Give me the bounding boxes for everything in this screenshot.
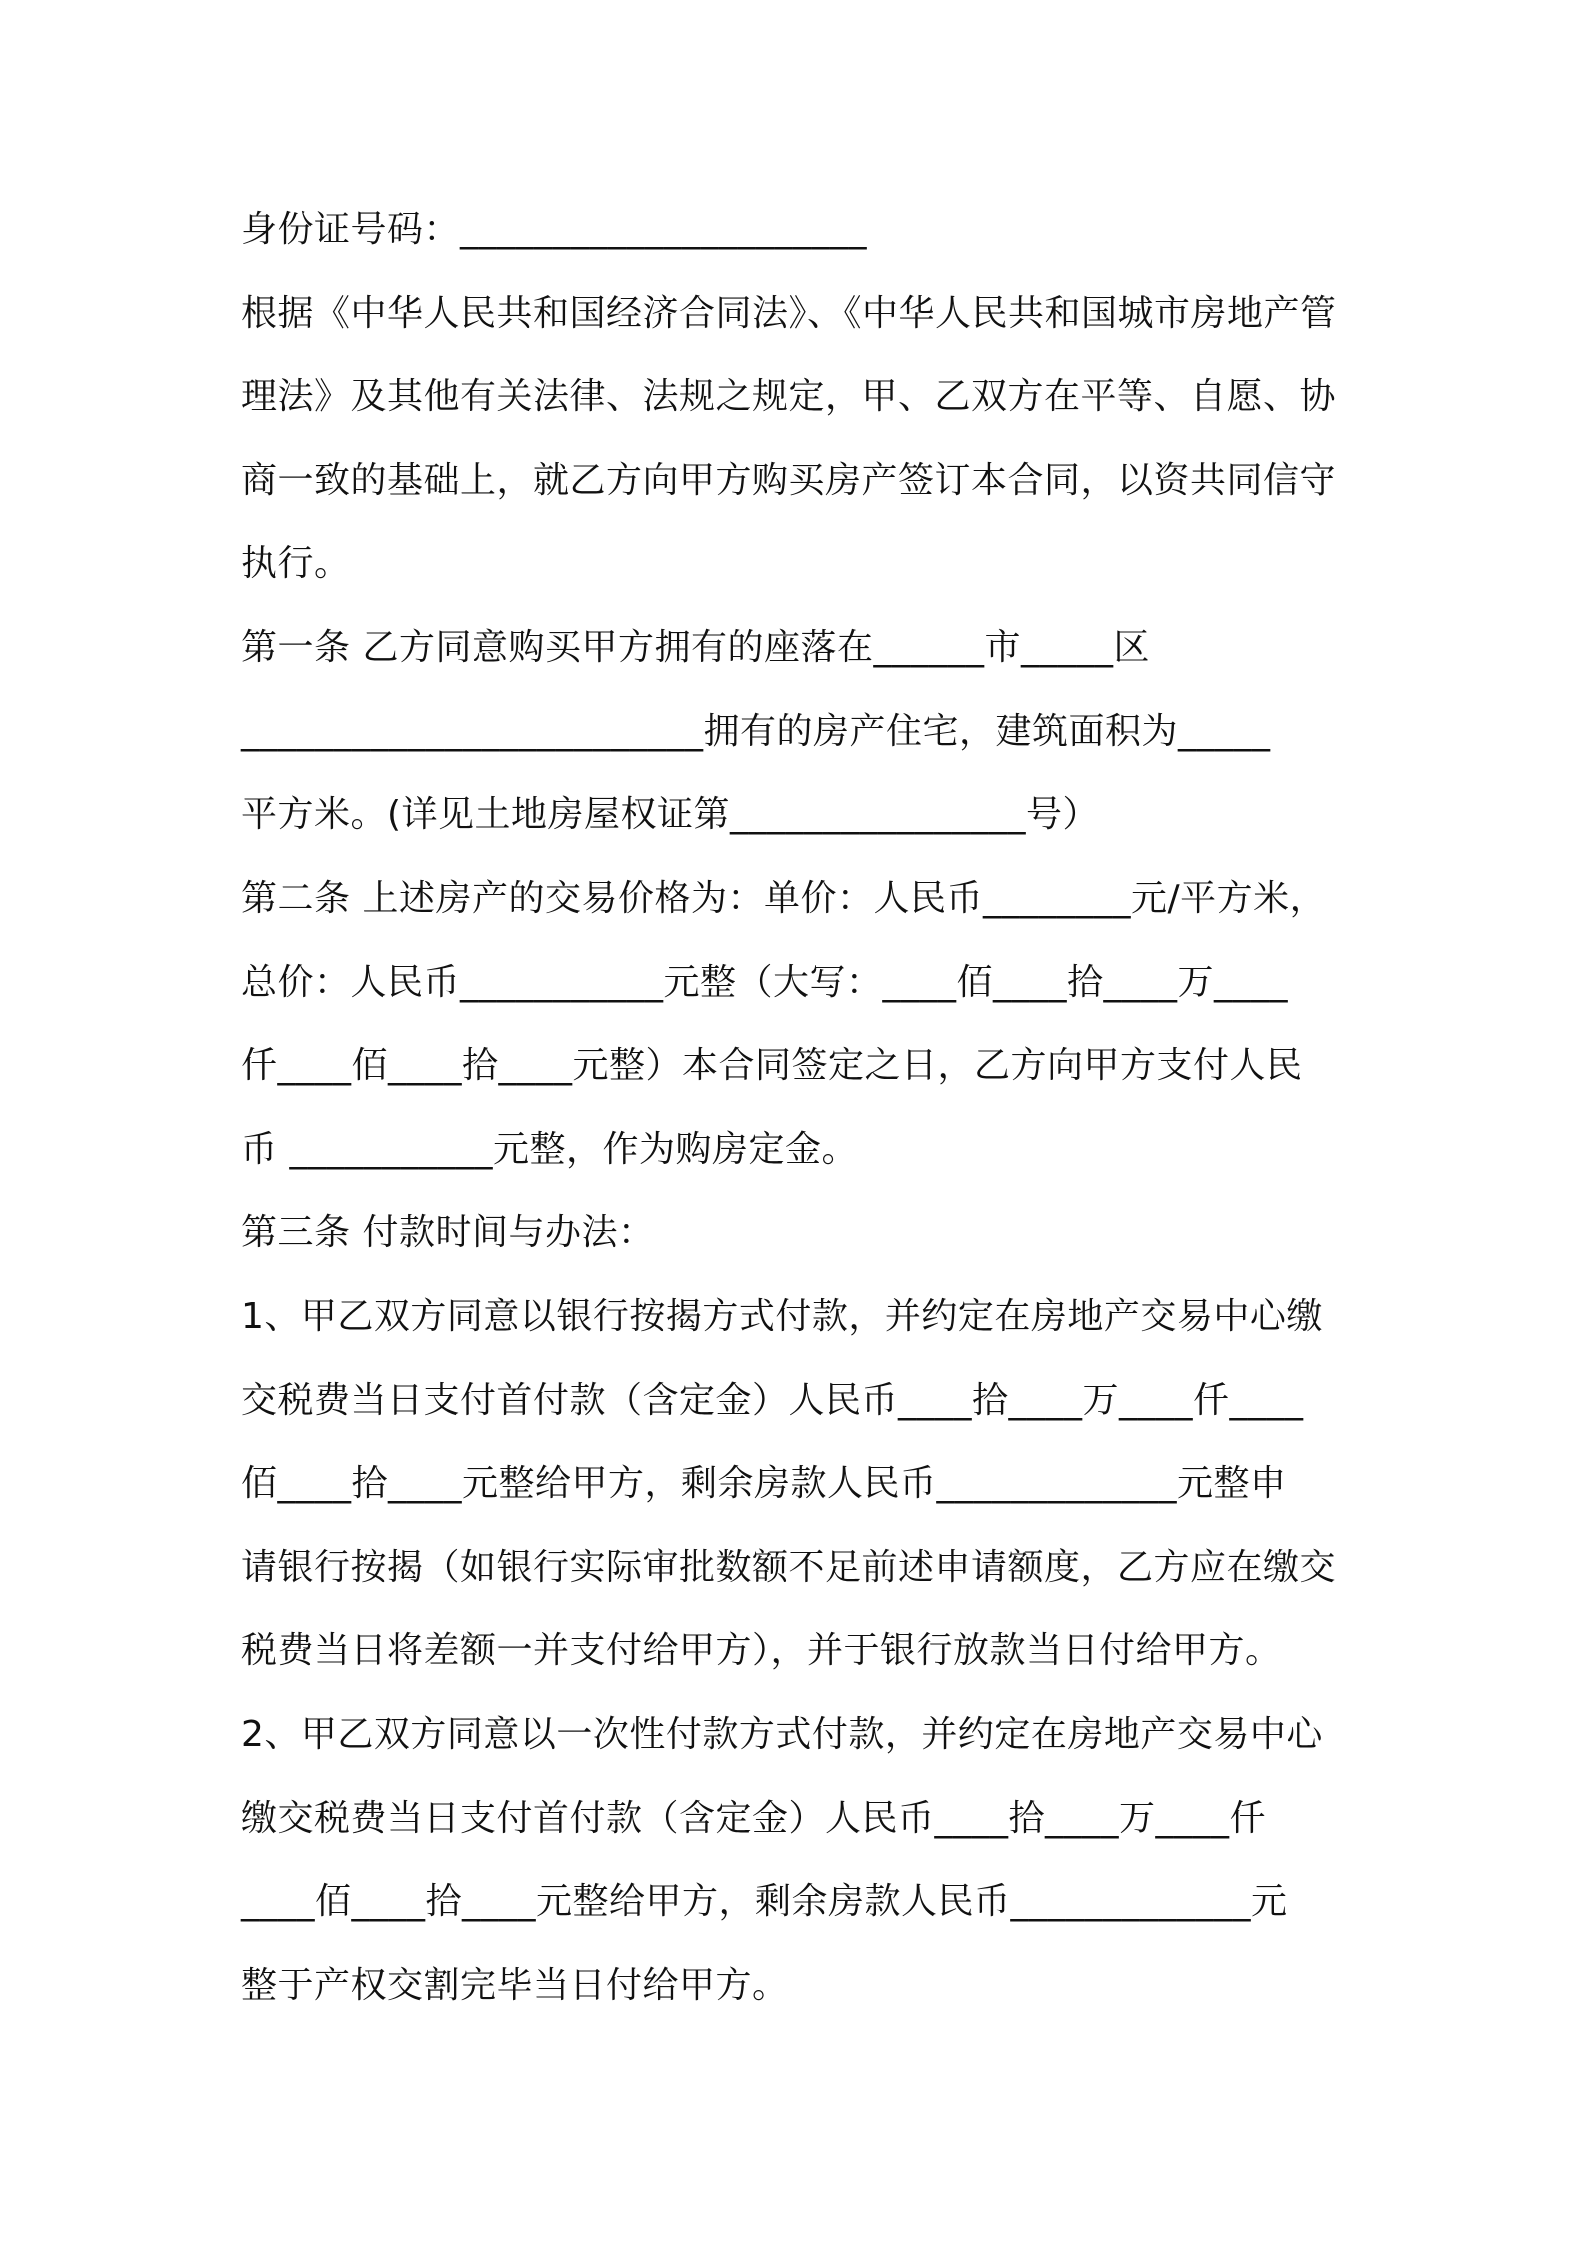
clause-1-line-5: 税费当日将差额一并支付给甲方），并于银行放款当日付给甲方。 [241,1630,1282,1671]
article-1-line-3: 平方米。(详见土地房屋权证第________________号） [241,794,1100,835]
clause-1-line-1: 1、甲乙双方同意以银行按揭方式付款，并约定在房地产交易中心缴 [241,1296,1323,1337]
preamble-line-3: 商一致的基础上，就乙方向甲方购买房产签订本合同，以资共同信守 [241,460,1337,501]
article-1-line-1: 第一条 乙方同意购买甲方拥有的座落在______市_____区 [241,627,1150,668]
clause-1-line-4: 请银行按揭（如银行实际审批数额不足前述申请额度，乙方应在缴交 [241,1547,1337,1588]
article-1-line-2: _________________________拥有的房产住宅，建筑面积为_____ [241,711,1271,752]
preamble-line-4: 执行。 [241,543,351,584]
clause-2-line-2: 缴交税费当日支付首付款（含定金）人民币____拾____万____仟 [241,1798,1267,1839]
clause-1-line-2: 交税费当日支付首付款（含定金）人民币____拾____万____仟____ [241,1380,1304,1421]
article-3-heading: 第三条 付款时间与办法： [241,1212,655,1253]
clause-2-line-1: 2、甲乙双方同意以一次性付款方式付款，并约定在房地产交易中心 [241,1714,1323,1755]
id-number-line: 身份证号码：______________________ [241,209,868,250]
preamble-line-2: 理法》及其他有关法律、法规之规定，甲、乙双方在平等、自愿、协 [241,376,1337,417]
article-2-line-2: 总价：人民币___________元整（大写：____佰____拾____万____ [241,962,1289,1003]
clause-2-line-4: 整于产权交割完毕当日付给甲方。 [241,1965,789,2006]
article-2-line-3: 仟____佰____拾____元整）本合同签定之日，乙方向甲方支付人民 [241,1045,1303,1086]
article-2-line-4: 币 ___________元整，作为购房定金。 [241,1129,858,1170]
preamble-line-1: 根据《中华人民共和国经济合同法》、《中华人民共和国城市房地产管 [241,293,1337,334]
article-2-line-1: 第二条 上述房产的交易价格为：单价：人民币________元/平方米， [241,878,1327,919]
clause-1-line-3: 佰____拾____元整给甲方，剩余房款人民币_____________元整申 [241,1463,1287,1504]
clause-2-line-3: ____佰____拾____元整给甲方，剩余房款人民币_____________元 [241,1881,1288,1922]
